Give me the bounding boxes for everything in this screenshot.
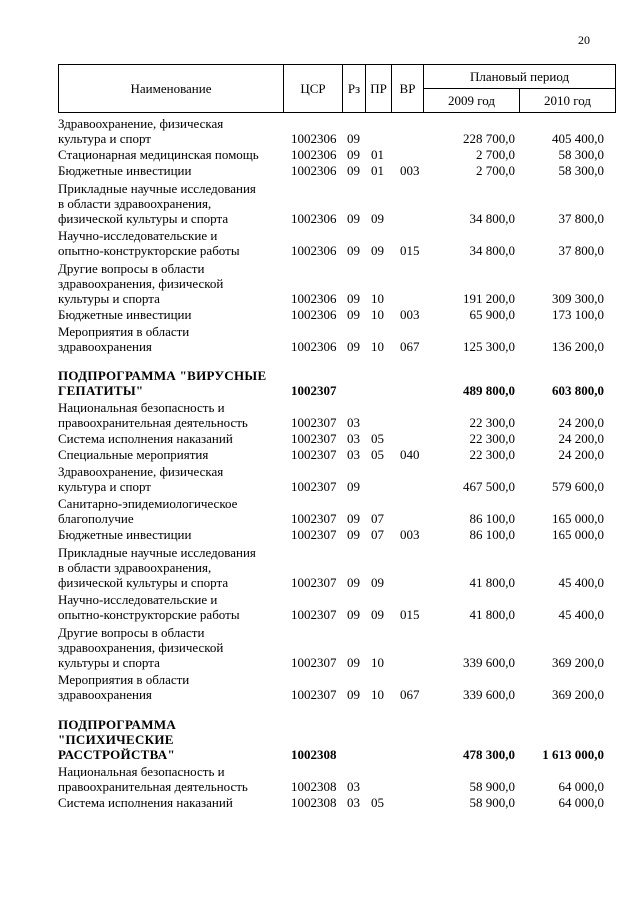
row-value-2010: 45 400,0 <box>558 575 604 590</box>
table-row <box>58 494 615 526</box>
row-csr: 1002307 <box>291 447 337 462</box>
row-name-line: культура и спорт <box>58 479 151 494</box>
table-header <box>58 64 616 113</box>
table-row <box>58 226 615 258</box>
row-name <box>58 527 286 542</box>
row-name-line: культура и спорт <box>58 131 151 146</box>
row-name-line: правоохранительная деятельность <box>58 779 248 794</box>
row-value-2009: 125 300,0 <box>463 339 515 354</box>
row-value-2010: 45 400,0 <box>558 607 604 622</box>
row-rz: 09 <box>347 307 360 322</box>
row-name <box>58 163 286 178</box>
row-value-2010: 58 300,0 <box>558 147 604 162</box>
row-vr: 015 <box>400 607 420 622</box>
table-row <box>58 714 615 762</box>
row-csr: 1002306 <box>291 131 337 146</box>
row-csr: 1002306 <box>291 291 337 306</box>
row-pr: 10 <box>371 307 384 322</box>
row-value-2009: 86 100,0 <box>469 511 515 526</box>
row-value-2009: 58 900,0 <box>469 779 515 794</box>
row-name-line: Специальные мероприятия <box>58 447 209 462</box>
row-name <box>58 764 286 794</box>
row-name-line: здравоохранения <box>58 687 152 702</box>
row-name <box>58 625 286 670</box>
row-name <box>58 447 286 462</box>
row-value-2009: 489 800,0 <box>463 383 515 398</box>
table-body <box>58 114 615 810</box>
row-value-2010: 165 000,0 <box>552 527 604 542</box>
row-csr: 1002307 <box>291 527 337 542</box>
row-value-2009: 22 300,0 <box>469 431 515 446</box>
row-name-line: опытно-конструкторские работы <box>58 607 240 622</box>
row-pr: 01 <box>371 163 384 178</box>
header-rz: Рз <box>343 65 366 113</box>
row-name-line: Другие вопросы в области <box>58 625 205 640</box>
row-vr: 003 <box>400 163 420 178</box>
row-pr: 09 <box>371 575 384 590</box>
row-name <box>58 496 286 526</box>
header-period: Плановый период <box>424 65 616 89</box>
row-vr: 067 <box>400 687 420 702</box>
row-name <box>58 116 286 146</box>
row-name-line: здравоохранения <box>58 339 152 354</box>
row-pr: 10 <box>371 687 384 702</box>
row-pr: 01 <box>371 147 384 162</box>
row-vr: 015 <box>400 243 420 258</box>
row-name-line: Система исполнения наказаний <box>58 431 233 446</box>
row-name <box>58 400 286 430</box>
row-pr: 09 <box>371 211 384 226</box>
table-row <box>58 322 615 354</box>
row-value-2010: 37 800,0 <box>558 211 604 226</box>
row-value-2009: 86 100,0 <box>469 527 515 542</box>
row-value-2010: 579 600,0 <box>552 479 604 494</box>
row-value-2009: 2 700,0 <box>476 163 515 178</box>
row-name-line: культуры и спорта <box>58 291 160 306</box>
table-row <box>58 526 615 542</box>
row-value-2010: 1 613 000,0 <box>542 747 604 762</box>
row-rz: 09 <box>347 527 360 542</box>
row-name-line: Научно-исследовательские и <box>58 228 218 243</box>
row-value-2010: 369 200,0 <box>552 687 604 702</box>
row-name-line: ГЕПАТИТЫ" <box>58 383 144 398</box>
row-rz: 09 <box>347 291 360 306</box>
row-name <box>58 307 286 322</box>
table-row <box>58 430 615 446</box>
row-rz: 09 <box>347 575 360 590</box>
row-value-2010: 603 800,0 <box>552 383 604 398</box>
row-name-line: Бюджетные инвестиции <box>58 307 192 322</box>
table-row <box>58 542 615 590</box>
table-row <box>58 762 615 794</box>
row-name-line: Национальная безопасность и <box>58 400 225 415</box>
row-name-line: Прикладные научные исследования <box>58 545 256 560</box>
row-vr: 067 <box>400 339 420 354</box>
row-rz: 09 <box>347 511 360 526</box>
row-name-line: правоохранительная деятельность <box>58 415 248 430</box>
row-name-line: "ПСИХИЧЕСКИЕ <box>58 732 174 747</box>
row-rz: 03 <box>347 431 360 446</box>
table-row <box>58 178 615 226</box>
table-row <box>58 446 615 462</box>
row-csr: 1002306 <box>291 339 337 354</box>
row-value-2009: 228 700,0 <box>463 131 515 146</box>
row-pr: 10 <box>371 291 384 306</box>
row-rz: 03 <box>347 795 360 810</box>
row-value-2010: 58 300,0 <box>558 163 604 178</box>
row-csr: 1002307 <box>291 511 337 526</box>
row-rz: 09 <box>347 687 360 702</box>
row-csr: 1002306 <box>291 163 337 178</box>
row-value-2009: 22 300,0 <box>469 415 515 430</box>
row-name <box>58 324 286 354</box>
row-name-line: здравоохранения, физической <box>58 276 224 291</box>
header-vr: ВР <box>392 65 424 113</box>
table-row <box>58 162 615 178</box>
row-csr: 1002307 <box>291 607 337 622</box>
row-value-2009: 339 600,0 <box>463 655 515 670</box>
row-name-line: Санитарно-эпидемиологическое <box>58 496 238 511</box>
row-value-2010: 64 000,0 <box>558 795 604 810</box>
row-name-line: РАССТРОЙСТВА" <box>58 747 175 762</box>
row-value-2010: 64 000,0 <box>558 779 604 794</box>
row-rz: 09 <box>347 339 360 354</box>
row-name-line: Мероприятия в области <box>58 324 190 339</box>
header-year-2009: 2009 год <box>424 89 520 113</box>
row-name <box>58 592 286 622</box>
row-value-2009: 2 700,0 <box>476 147 515 162</box>
row-name <box>58 672 286 702</box>
row-name-line: Национальная безопасность и <box>58 764 225 779</box>
row-value-2010: 24 200,0 <box>558 447 604 462</box>
table-row <box>58 398 615 430</box>
row-value-2010: 24 200,0 <box>558 415 604 430</box>
row-rz: 03 <box>347 447 360 462</box>
row-name <box>58 261 286 306</box>
row-pr: 09 <box>371 607 384 622</box>
row-name <box>58 431 286 446</box>
row-name-line: ПОДПРОГРАММА "ВИРУСНЫЕ <box>58 368 267 383</box>
row-value-2010: 136 200,0 <box>552 339 604 354</box>
table-row <box>58 366 615 398</box>
row-rz: 09 <box>347 655 360 670</box>
row-rz: 09 <box>347 243 360 258</box>
table-row <box>58 462 615 494</box>
table-row <box>58 114 615 146</box>
row-pr: 05 <box>371 447 384 462</box>
table-row <box>58 670 615 702</box>
page-number: 20 <box>578 33 590 47</box>
row-name-line: Научно-исследовательские и <box>58 592 218 607</box>
row-value-2009: 58 900,0 <box>469 795 515 810</box>
row-name-line: Система исполнения наказаний <box>58 795 233 810</box>
row-name <box>58 795 286 810</box>
row-pr: 05 <box>371 795 384 810</box>
row-rz: 09 <box>347 479 360 494</box>
row-name <box>58 147 286 162</box>
row-rz: 09 <box>347 163 360 178</box>
row-value-2010: 405 400,0 <box>552 131 604 146</box>
row-pr: 10 <box>371 339 384 354</box>
row-rz: 03 <box>347 415 360 430</box>
row-csr: 1002306 <box>291 307 337 322</box>
row-name-line: Здравоохранение, физическая <box>58 464 224 479</box>
row-name-line: здравоохранения, физической <box>58 640 224 655</box>
row-name-line: Здравоохранение, физическая <box>58 116 224 131</box>
row-name-line: ПОДПРОГРАММА <box>58 717 177 732</box>
row-value-2009: 41 800,0 <box>469 607 515 622</box>
row-pr: 10 <box>371 655 384 670</box>
row-name-line: Мероприятия в области <box>58 672 190 687</box>
row-csr: 1002306 <box>291 211 337 226</box>
row-value-2009: 191 200,0 <box>463 291 515 306</box>
row-rz: 09 <box>347 211 360 226</box>
header-year-2010: 2010 год <box>520 89 616 113</box>
row-csr: 1002307 <box>291 575 337 590</box>
row-value-2010: 309 300,0 <box>552 291 604 306</box>
row-value-2009: 34 800,0 <box>469 243 515 258</box>
row-rz: 09 <box>347 147 360 162</box>
row-value-2010: 173 100,0 <box>552 307 604 322</box>
row-csr: 1002307 <box>291 431 337 446</box>
row-csr: 1002307 <box>291 383 337 398</box>
header-pr: ПР <box>366 65 392 113</box>
row-value-2009: 65 900,0 <box>469 307 515 322</box>
row-name-line: Прикладные научные исследования <box>58 181 256 196</box>
table-row <box>58 146 615 162</box>
row-name-line: культуры и спорта <box>58 655 160 670</box>
row-name-line: физической культуры и спорта <box>58 211 229 226</box>
row-value-2009: 34 800,0 <box>469 211 515 226</box>
row-csr: 1002308 <box>291 795 337 810</box>
row-value-2009: 339 600,0 <box>463 687 515 702</box>
row-name-line: Стационарная медицинская помощь <box>58 147 259 162</box>
row-csr: 1002307 <box>291 415 337 430</box>
table-row <box>58 794 615 810</box>
row-value-2009: 22 300,0 <box>469 447 515 462</box>
row-name <box>58 368 286 398</box>
row-name <box>58 545 286 590</box>
row-vr: 003 <box>400 527 420 542</box>
row-name-line: физической культуры и спорта <box>58 575 229 590</box>
row-rz: 09 <box>347 131 360 146</box>
row-name <box>58 181 286 226</box>
row-name-line: Бюджетные инвестиции <box>58 163 192 178</box>
row-value-2010: 37 800,0 <box>558 243 604 258</box>
row-pr: 05 <box>371 431 384 446</box>
row-value-2010: 165 000,0 <box>552 511 604 526</box>
row-name-line: в области здравоохранения, <box>58 196 212 211</box>
table-row <box>58 258 615 306</box>
header-name: Наименование <box>59 65 284 113</box>
row-csr: 1002308 <box>291 747 337 762</box>
row-name-line: в области здравоохранения, <box>58 560 212 575</box>
table-row <box>58 590 615 622</box>
row-name-line: опытно-конструкторские работы <box>58 243 240 258</box>
row-pr: 09 <box>371 243 384 258</box>
row-csr: 1002306 <box>291 243 337 258</box>
row-value-2009: 467 500,0 <box>463 479 515 494</box>
table-row <box>58 622 615 670</box>
row-name-line: благополучие <box>58 511 134 526</box>
row-name <box>58 228 286 258</box>
row-pr: 07 <box>371 511 384 526</box>
table-row <box>58 306 615 322</box>
row-rz: 03 <box>347 779 360 794</box>
row-csr: 1002308 <box>291 779 337 794</box>
row-rz: 09 <box>347 607 360 622</box>
row-csr: 1002307 <box>291 687 337 702</box>
row-csr: 1002307 <box>291 479 337 494</box>
row-vr: 040 <box>400 447 420 462</box>
row-name <box>58 464 286 494</box>
row-csr: 1002307 <box>291 655 337 670</box>
row-name-line: Бюджетные инвестиции <box>58 527 192 542</box>
row-value-2009: 41 800,0 <box>469 575 515 590</box>
row-value-2010: 369 200,0 <box>552 655 604 670</box>
row-csr: 1002306 <box>291 147 337 162</box>
header-csr: ЦСР <box>284 65 343 113</box>
row-value-2010: 24 200,0 <box>558 431 604 446</box>
row-name <box>58 717 286 762</box>
row-value-2009: 478 300,0 <box>463 747 515 762</box>
row-vr: 003 <box>400 307 420 322</box>
row-name-line: Другие вопросы в области <box>58 261 205 276</box>
row-pr: 07 <box>371 527 384 542</box>
